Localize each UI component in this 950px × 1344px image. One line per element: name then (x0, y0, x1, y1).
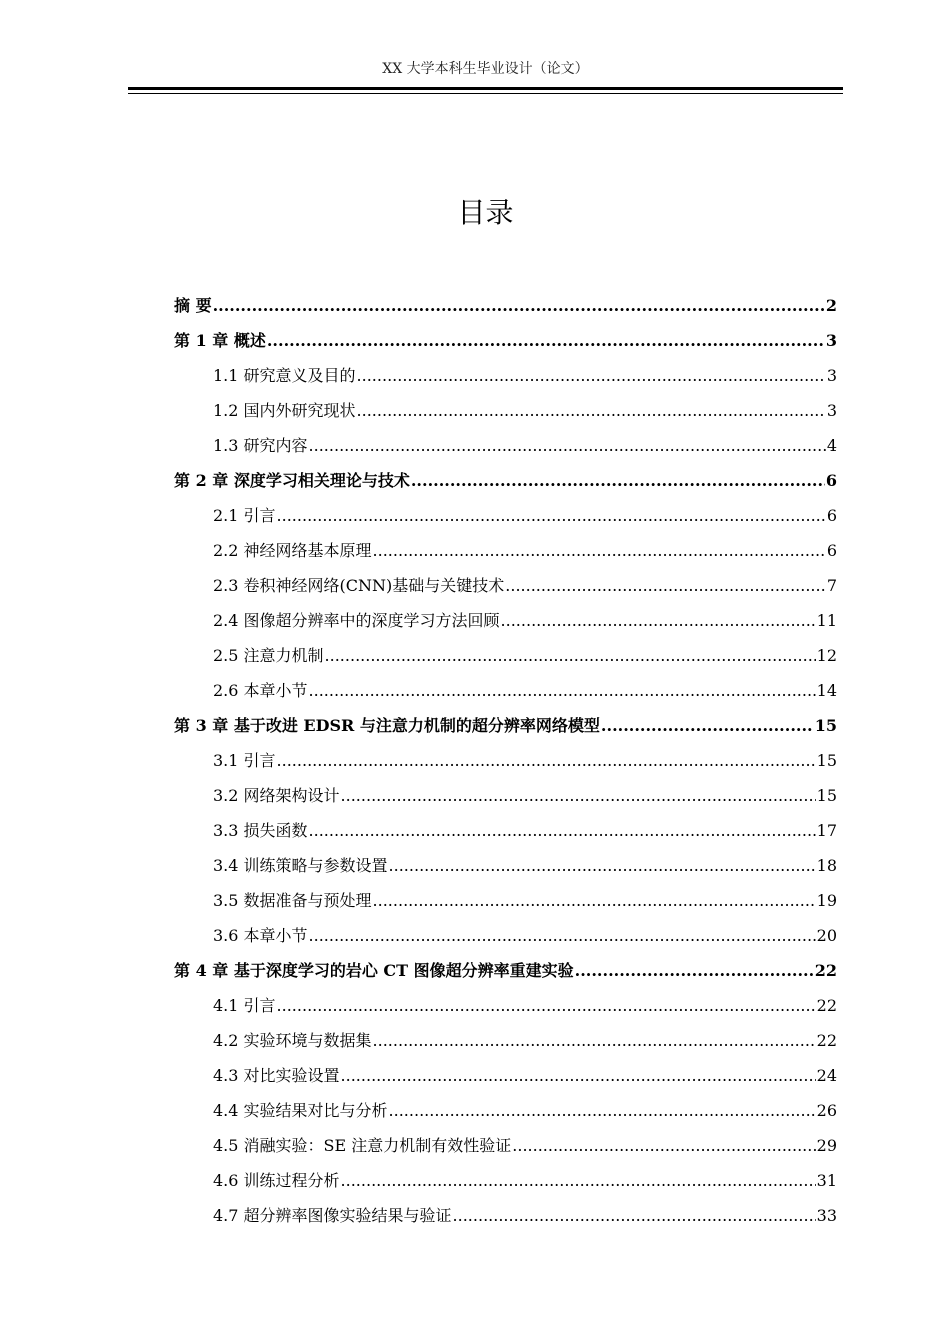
page-header: XX 大学本科生毕业设计（论文） (382, 61, 589, 77)
toc-entry-text: 4.5 消融实验：SE 注意力机制有效性验证 (213, 1136, 512, 1155)
toc-page-number: 22 (816, 996, 837, 1015)
toc-section-entry[interactable] (174, 1093, 837, 1128)
toc-page-number: 17 (816, 821, 837, 840)
toc-dot-leader (357, 393, 826, 428)
toc-entry-text: 3.6 本章小节 (213, 926, 308, 945)
toc-page-number: 15 (816, 751, 837, 770)
toc-entry-text: 1.3 研究内容 (213, 436, 308, 455)
toc-section-entry[interactable] (174, 568, 837, 603)
toc-dot-leader (267, 323, 825, 358)
toc-entry-text: 4.6 训练过程分析 (213, 1171, 340, 1190)
toc-section-entry[interactable] (174, 1198, 837, 1233)
toc-section-entry[interactable] (174, 743, 837, 778)
toc-chapter-entry[interactable] (174, 323, 837, 358)
toc-section-entry[interactable] (174, 778, 837, 813)
toc-section-entry[interactable] (174, 498, 837, 533)
toc-section-entry[interactable] (174, 918, 837, 953)
toc-chapter-entry[interactable] (174, 708, 837, 743)
toc-entry-text: 4.4 实验结果对比与分析 (213, 1101, 388, 1120)
toc-entry-text: 2.3 卷积神经网络(CNN)基础与关键技术 (213, 576, 505, 595)
toc-chapter-entry[interactable] (174, 288, 837, 323)
toc-section-entry[interactable] (174, 673, 837, 708)
toc-section-entry[interactable] (174, 883, 837, 918)
toc-page-number: 3 (826, 401, 837, 420)
toc-entry-text: 3.2 网络架构设计 (213, 786, 340, 805)
toc-dot-leader (601, 708, 814, 743)
toc-section-entry[interactable] (174, 358, 837, 393)
header-rule-thick (128, 87, 843, 90)
toc-section-entry[interactable] (174, 848, 837, 883)
toc-dot-leader (341, 1058, 816, 1093)
header-rule-thin (128, 93, 843, 94)
toc-entry-text: 4.3 对比实验设置 (213, 1066, 340, 1085)
toc-section-entry[interactable] (174, 813, 837, 848)
toc-dot-leader (341, 1163, 816, 1198)
toc-dot-leader (277, 988, 816, 1023)
toc-dot-leader (512, 1128, 815, 1163)
toc-dot-leader (373, 533, 826, 568)
toc-entry-text: 第 2 章 深度学习相关理论与技术 (174, 471, 410, 490)
toc-dot-leader (501, 603, 816, 638)
toc-dot-leader (575, 953, 814, 988)
toc-dot-leader (309, 673, 816, 708)
toc-page-number: 3 (826, 366, 837, 385)
toc-dot-leader (309, 428, 826, 463)
toc-chapter-entry[interactable] (174, 463, 837, 498)
toc-entry-text: 2.5 注意力机制 (213, 646, 324, 665)
toc-dot-leader (341, 778, 816, 813)
toc-section-entry[interactable] (174, 1023, 837, 1058)
toc-dot-leader (373, 883, 816, 918)
toc-dot-leader (357, 358, 826, 393)
toc-dot-leader (277, 498, 826, 533)
toc-dot-leader (505, 568, 826, 603)
toc-dot-leader (389, 1093, 816, 1128)
toc-page-number: 2 (825, 296, 837, 315)
toc-page-number: 3 (825, 331, 837, 350)
toc-entry-text: 摘 要 (174, 296, 212, 315)
toc-entry-text: 第 4 章 基于深度学习的岩心 CT 图像超分辨率重建实验 (174, 961, 574, 980)
toc-entry-text: 1.1 研究意义及目的 (213, 366, 356, 385)
toc-entry-text: 2.1 引言 (213, 506, 276, 525)
toc-page-number: 15 (816, 786, 837, 805)
toc-entry-text: 4.1 引言 (213, 996, 276, 1015)
toc-page-number: 22 (816, 1031, 837, 1050)
toc-page-number: 12 (816, 646, 837, 665)
toc-dot-leader (389, 848, 816, 883)
toc-section-entry[interactable] (174, 428, 837, 463)
toc-page-number: 15 (814, 716, 837, 735)
toc-entry-text: 2.6 本章小节 (213, 681, 308, 700)
toc-section-entry[interactable] (174, 1058, 837, 1093)
toc-page-number: 20 (816, 926, 837, 945)
toc-chapter-entry[interactable] (174, 953, 837, 988)
toc-section-entry[interactable] (174, 988, 837, 1023)
toc-page-number: 7 (826, 576, 837, 595)
toc-dot-leader (373, 1023, 816, 1058)
toc-page-number: 6 (826, 506, 837, 525)
toc-page-number: 6 (825, 471, 837, 490)
toc-entry-text: 1.2 国内外研究现状 (213, 401, 356, 420)
toc-dot-leader (309, 918, 816, 953)
toc-page-number: 31 (816, 1171, 837, 1190)
toc-section-entry[interactable] (174, 638, 837, 673)
toc-page-number: 14 (816, 681, 837, 700)
toc-dot-leader (411, 463, 825, 498)
toc-entry-text: 2.4 图像超分辨率中的深度学习方法回顾 (213, 611, 500, 630)
toc-page-number: 29 (816, 1136, 837, 1155)
toc-entry-text: 4.7 超分辨率图像实验结果与验证 (213, 1206, 452, 1225)
toc-page-number: 33 (816, 1206, 837, 1225)
toc-section-entry[interactable] (174, 603, 837, 638)
toc-dot-leader (309, 813, 816, 848)
toc-entry-text: 2.2 神经网络基本原理 (213, 541, 372, 560)
toc-entry-text: 4.2 实验环境与数据集 (213, 1031, 372, 1050)
toc-entry-text: 第 1 章 概述 (174, 331, 266, 350)
toc-entry-text: 3.3 损失函数 (213, 821, 308, 840)
table-of-contents (174, 288, 837, 1233)
toc-section-entry[interactable] (174, 533, 837, 568)
toc-page-number: 22 (814, 961, 837, 980)
toc-section-entry[interactable] (174, 1163, 837, 1198)
toc-page-number: 24 (816, 1066, 837, 1085)
toc-page-number: 19 (816, 891, 837, 910)
toc-page-number: 11 (816, 611, 837, 630)
toc-section-entry[interactable] (174, 393, 837, 428)
toc-page-number: 18 (816, 856, 837, 875)
toc-entry-text: 3.1 引言 (213, 751, 276, 770)
toc-dot-leader (325, 638, 816, 673)
toc-entry-text: 3.4 训练策略与参数设置 (213, 856, 388, 875)
toc-section-entry[interactable] (174, 1128, 837, 1163)
toc-entry-text: 3.5 数据准备与预处理 (213, 891, 372, 910)
toc-entry-text: 第 3 章 基于改进 EDSR 与注意力机制的超分辨率网络模型 (174, 716, 600, 735)
toc-dot-leader (277, 743, 816, 778)
toc-title: 目录 (457, 196, 514, 229)
toc-page-number: 26 (816, 1101, 837, 1120)
toc-page-number: 6 (826, 541, 837, 560)
toc-page-number: 4 (826, 436, 837, 455)
toc-dot-leader (453, 1198, 816, 1233)
toc-dot-leader (213, 288, 825, 323)
